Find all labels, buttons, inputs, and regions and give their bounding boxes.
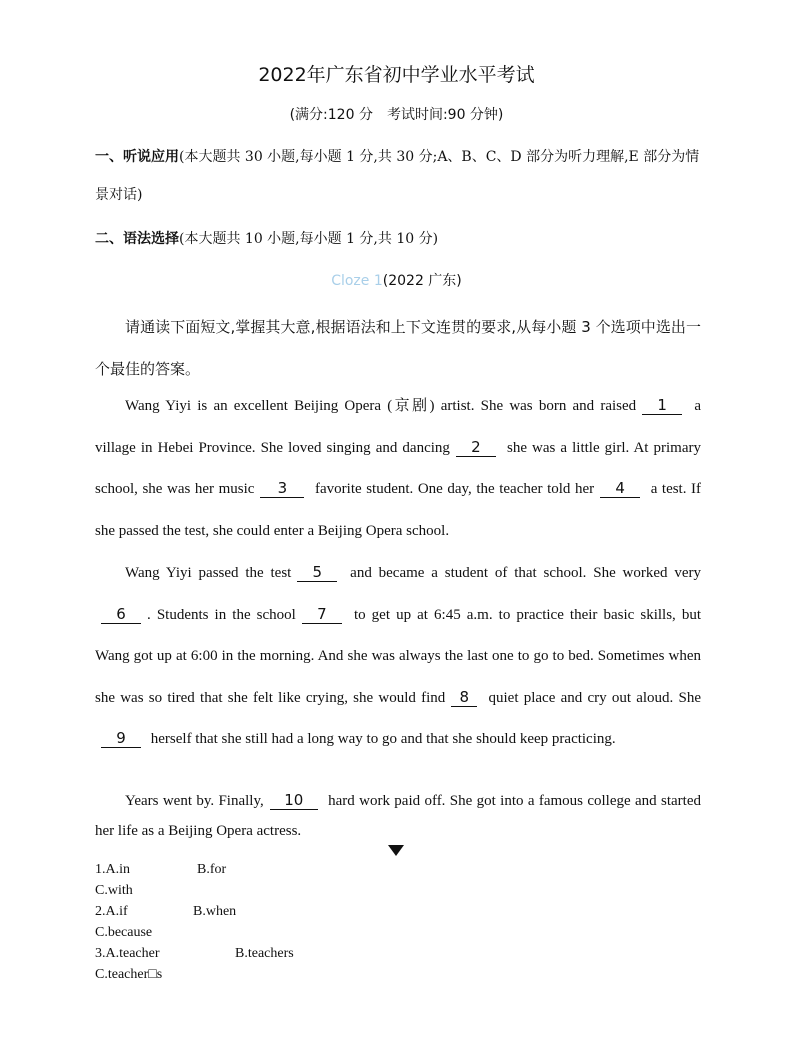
option-b: B.when [193, 904, 237, 919]
passage-text: herself that she still had a long way to go and that she should keep practicing. [150, 731, 616, 747]
passage-text: hard work paid off. She got into a famous college and started her life as a Beijing Opera actress. [95, 793, 702, 839]
blank-2: 2 [456, 438, 496, 457]
blank-5: 5 [297, 563, 337, 582]
option-c: C.teacher□s [95, 967, 163, 982]
passage-paragraph-1 [95, 386, 701, 552]
passage-text: a village in Hebei Province. She loved singing and dancing [95, 398, 702, 456]
exam-title: 2022年广东省初中学业水平考试 [258, 64, 535, 86]
passage-paragraph-3 [95, 786, 701, 846]
exam-subtitle: (满分:120 分 考试时间:90 分钟) [289, 107, 504, 123]
section-listening [95, 138, 705, 214]
passage-text: . Students in the school [147, 606, 296, 623]
option-row [95, 862, 495, 883]
blank-10: 10 [270, 791, 318, 810]
blank-8: 8 [451, 688, 477, 707]
option-row [95, 904, 495, 925]
option-row [95, 946, 495, 967]
passage-text: quiet place and cry out aloud. She [488, 689, 702, 706]
blank-4: 4 [600, 479, 640, 498]
cloze-label [0, 270, 793, 290]
answer-options [95, 862, 495, 988]
instruction-text: 请通读下面短文,掌握其大意,根据语法和上下文连贯的要求,从每小题 3 个选项中选出一个最佳的答案。 [95, 318, 701, 378]
passage-text: Years went by. Finally, [125, 793, 264, 809]
option-row [95, 925, 495, 946]
passage-text: she was a little girl. At primary school, she was her music [95, 439, 702, 497]
option-a: 2.A.if [95, 904, 128, 919]
option-row [95, 883, 495, 904]
cloze-source: (2022 广东) [382, 273, 462, 289]
passage-text: Wang Yiyi passed the test [125, 565, 292, 581]
blank-7: 7 [302, 605, 342, 624]
passage-text: and became a student of that school. She worked very [350, 565, 702, 581]
passage-text: a test. If she passed the test, she could enter a Beijing Opera school. [95, 481, 702, 539]
passage-text: Wang Yiyi is an excellent Beijing Opera (京剧) artist. She was born and raised [125, 398, 637, 414]
section-grammar [95, 220, 705, 258]
option-c: C.with [95, 883, 133, 898]
section-listening-head: 一、听说应用 [95, 149, 179, 165]
cloze-link[interactable]: Cloze 1 [331, 273, 383, 289]
passage-text: favorite student. One day, the teacher told her [315, 481, 595, 497]
blank-1: 1 [642, 396, 682, 415]
option-b: B.teachers [235, 946, 294, 961]
section-grammar-desc: (本大题共 10 小题,每小题 1 分,共 10 分) [179, 231, 439, 247]
blank-6: 6 [101, 605, 141, 624]
option-a: 3.A.teacher [95, 946, 160, 961]
passage-paragraph-2 [95, 553, 701, 761]
option-c: C.because [95, 925, 153, 940]
option-row [95, 967, 495, 988]
section-grammar-head: 二、语法选择 [95, 231, 179, 247]
blank-3: 3 [260, 479, 304, 498]
passage-text: to get up at 6:45 a.m. to practice their basic skills, but Wang got up at 6:00 in the morning. And she was always the last one to go to bed. Sometimes when she was so tired that she felt like crying, she would find [95, 606, 702, 706]
section-listening-desc: (本大题共 30 小题,每小题 1 分,共 30 分;A、B、C、D 部分为听力理解,E 部分为情景对话) [95, 149, 700, 203]
option-a: 1.A.in [95, 862, 130, 877]
triangle-down-icon[interactable] [388, 845, 404, 856]
blank-9: 9 [101, 729, 141, 748]
option-b: B.for [197, 862, 227, 877]
